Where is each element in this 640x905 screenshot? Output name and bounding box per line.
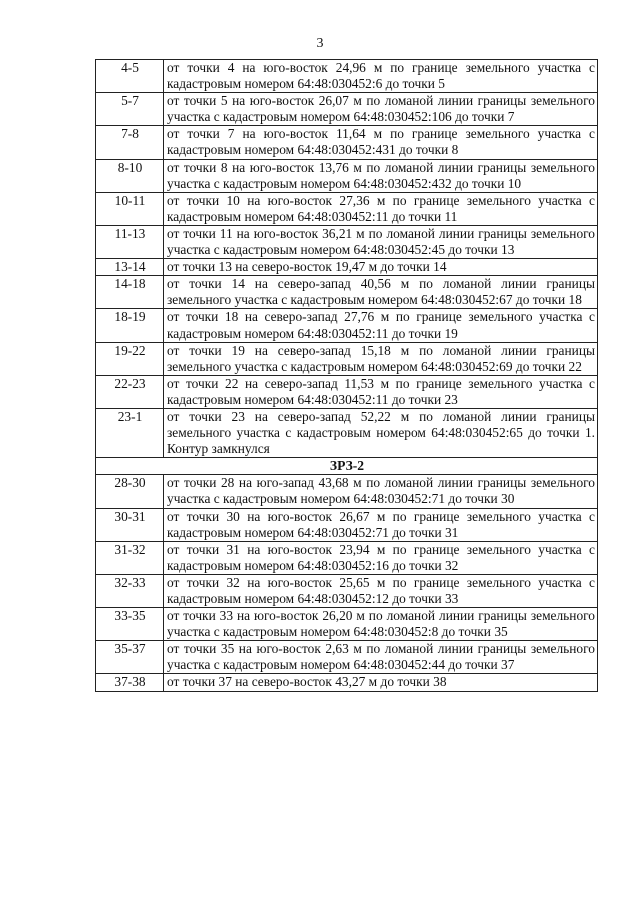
table-row [96, 608, 598, 641]
segment-cell: 35-37 [96, 641, 164, 674]
table-row [96, 541, 598, 574]
segment-cell: 5-7 [96, 93, 164, 126]
segment-cell: 32-33 [96, 574, 164, 607]
table-row [96, 93, 598, 126]
table-row [96, 408, 598, 457]
description-cell: от точки 33 на юго-восток 26,20 м по ломаной линии границы земельного участка с кадастровым номером 64:48:030452:8 до точки 35 [164, 608, 598, 641]
table-row [96, 342, 598, 375]
description-cell: от точки 10 на юго-восток 27,36 м по границе земельного участка с кадастровым номером 64:48:030452:11 до точки 11 [164, 192, 598, 225]
table-row [96, 309, 598, 342]
table-row [96, 574, 598, 607]
table-row [96, 641, 598, 674]
segment-cell: 23-1 [96, 408, 164, 457]
table-row [96, 259, 598, 276]
table-row [96, 475, 598, 508]
table-row [96, 375, 598, 408]
segment-cell: 30-31 [96, 508, 164, 541]
description-cell: от точки 14 на северо-запад 40,56 м по ломаной линии границы земельного участка с кадастровым номером 64:48:030452:67 до точки 18 [164, 276, 598, 309]
description-cell: от точки 11 на юго-восток 36,21 м по ломаной линии границы земельного участка с кадастровым номером 64:48:030452:45 до точки 13 [164, 225, 598, 258]
segment-cell: 28-30 [96, 475, 164, 508]
segment-cell: 13-14 [96, 259, 164, 276]
description-cell: от точки 22 на северо-запад 11,53 м по границе земельного участка с кадастровым номером 64:48:030452:11 до точки 23 [164, 375, 598, 408]
section-header-zrz-2: ЗРЗ-2 [96, 458, 598, 475]
description-cell: от точки 4 на юго-восток 24,96 м по границе земельного участка с кадастровым номером 64:48:030452:6 до точки 5 [164, 60, 598, 93]
segment-cell: 8-10 [96, 159, 164, 192]
section-header-row [96, 458, 598, 475]
table-row [96, 276, 598, 309]
description-cell: от точки 23 на северо-запад 52,22 м по ломаной линии границы земельного участка с кадастровым номером 64:48:030452:65 до точки 1. Контур замкнулся [164, 408, 598, 457]
table-row [96, 126, 598, 159]
description-cell: от точки 18 на северо-запад 27,76 м по границе земельного участка с кадастровым номером 64:48:030452:11 до точки 19 [164, 309, 598, 342]
segment-cell: 7-8 [96, 126, 164, 159]
description-cell: от точки 32 на юго-восток 25,65 м по границе земельного участка с кадастровым номером 64:48:030452:12 до точки 33 [164, 574, 598, 607]
table-row [96, 159, 598, 192]
description-cell: от точки 7 на юго-восток 11,64 м по границе земельного участка с кадастровым номером 64:48:030452:431 до точки 8 [164, 126, 598, 159]
boundary-description-table [95, 59, 598, 692]
description-cell: от точки 35 на юго-восток 2,63 м по ломаной линии границы земельного участка с кадастровым номером 64:48:030452:44 до точки 37 [164, 641, 598, 674]
description-cell: от точки 37 на северо-восток 43,27 м до точки 38 [164, 674, 598, 691]
description-cell: от точки 30 на юго-восток 26,67 м по границе земельного участка с кадастровым номером 64:48:030452:71 до точки 31 [164, 508, 598, 541]
segment-cell: 18-19 [96, 309, 164, 342]
description-cell: от точки 8 на юго-восток 13,76 м по ломаной линии границы земельного участка с кадастровым номером 64:48:030452:432 до точки 10 [164, 159, 598, 192]
table-body [96, 60, 598, 692]
description-cell: от точки 19 на северо-запад 15,18 м по ломаной линии границы земельного участка с кадастровым номером 64:48:030452:69 до точки 22 [164, 342, 598, 375]
segment-cell: 22-23 [96, 375, 164, 408]
segment-cell: 37-38 [96, 674, 164, 691]
segment-cell: 33-35 [96, 608, 164, 641]
segment-cell: 31-32 [96, 541, 164, 574]
page-number: 3 [316, 36, 324, 51]
segment-cell: 10-11 [96, 192, 164, 225]
description-cell: от точки 13 на северо-восток 19,47 м до точки 14 [164, 259, 598, 276]
table-row [96, 508, 598, 541]
segment-cell: 11-13 [96, 225, 164, 258]
segment-cell: 4-5 [96, 60, 164, 93]
segment-cell: 14-18 [96, 276, 164, 309]
description-cell: от точки 31 на юго-восток 23,94 м по границе земельного участка с кадастровым номером 64:48:030452:16 до точки 32 [164, 541, 598, 574]
table-row [96, 60, 598, 93]
table-row [96, 674, 598, 691]
table-row [96, 225, 598, 258]
description-cell: от точки 28 на юго-запад 43,68 м по ломаной линии границы земельного участка с кадастровым номером 64:48:030452:71 до точки 30 [164, 475, 598, 508]
description-cell: от точки 5 на юго-восток 26,07 м по ломаной линии границы земельного участка с кадастровым номером 64:48:030452:106 до точки 7 [164, 93, 598, 126]
table-row [96, 192, 598, 225]
segment-cell: 19-22 [96, 342, 164, 375]
